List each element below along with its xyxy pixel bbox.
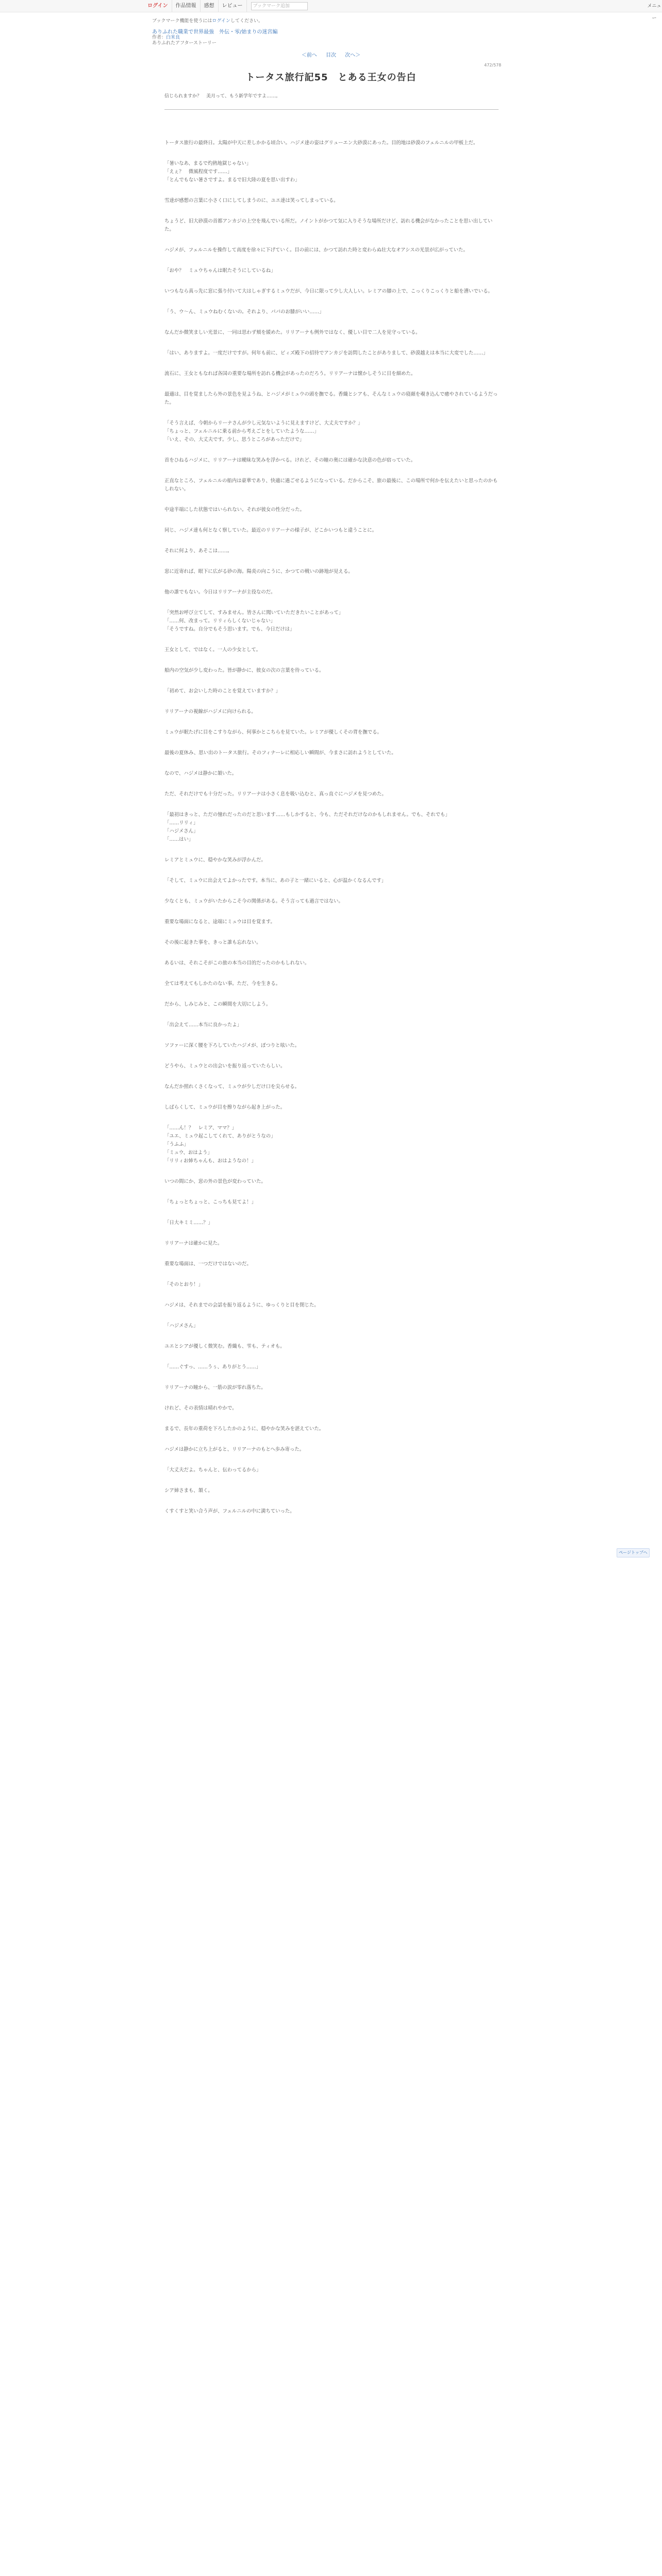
body-paragraph: 「そのとおり！」 <box>164 1282 204 1287</box>
chapter-pager <box>0 50 662 58</box>
nav-work-info[interactable]: 作品情報 <box>172 0 201 12</box>
chapter-preface: 信じられますか？ 美月って、もう新学年ですよ……。 <box>164 94 280 99</box>
body-paragraph: しばらくして、ミュウが目を擦りながら起き上がった。 <box>164 1105 286 1110</box>
body-paragraph: ユエとシアが優しく微笑む。香織も、雫も、ティオも。 <box>164 1344 285 1349</box>
body-paragraph: 船内の空気が少し変わった。皆が静かに、彼女の次の言葉を待っている。 <box>164 668 324 673</box>
body-paragraph: 「……ん！？ レミア、ママ？」 「ユエ、ミュウ起こしてくれて、ありがとうなの」 「うふふ」 「ミュウ、おはよう」 「リリィお姉ちゃんも、おはようなの！」 <box>164 1125 276 1164</box>
prev-chapter-link[interactable]: ＜前へ <box>301 53 317 58</box>
body-paragraph: 首をひねるハジメに、リリアーナは曖昧な笑みを浮かべる。けれど、その瞳の奥には確かな決意の色が宿っていた。 <box>164 457 416 463</box>
body-paragraph: 「暑いなあ、まるで灼熱地獄じゃない」 「えぇ？ 微風程度です……」 「とんでもない暑さですよ。まるで旧大陸の夏を思い出すわ」 <box>164 161 300 183</box>
body-paragraph: けれど、その表情は晴れやかで。 <box>164 1405 237 1411</box>
body-paragraph: まるで、長年の重荷を下ろしたかのように、穏やかな笑みを湛えていた。 <box>164 1426 324 1432</box>
body-paragraph: 「突然お呼び立てして、すみません。皆さんに聞いていただきたいことがあって」 「……何、改まって。リリィらしくないじゃない」 「そうですね。自分でもそう思います。でも、今日だけは」 <box>164 610 344 632</box>
body-paragraph: 中途半端にした状態ではいられない。それが彼女の性分だった。 <box>164 507 305 513</box>
body-paragraph: だから、しみじみと、この瞬間を大切にしよう。 <box>164 1002 271 1007</box>
body-paragraph: シア姉さまも、頷く。 <box>164 1488 213 1494</box>
body-paragraph: 最適は、目を覚ましたら外の景色を見ようね、とハジメがミュウの頭を撫でる。香織とシアも、そんなミュウの寝顔を覗き込んで癒やされているようだった。 <box>164 392 498 405</box>
body-paragraph: ハジメが、フェルニルを操作して高度を徐々に下げていく。目の前には、かつて訪れた時と変わらぬ壮大なオアシスの光景が広がっていた。 <box>164 247 468 253</box>
body-paragraph: なので、ハジメは静かに頷いた。 <box>164 771 237 776</box>
body-paragraph: それに何より、あそこは……。 <box>164 548 233 554</box>
top-nav-links <box>147 0 515 12</box>
body-paragraph: その後に起きた事を、きっと誰も忘れない。 <box>164 940 261 945</box>
menu-button[interactable]: メニュー <box>647 4 661 21</box>
login-link[interactable]: ログイン <box>147 0 172 12</box>
body-paragraph: 他の誰でもない。今日はリリアーナが主役なのだ。 <box>164 589 276 595</box>
body-paragraph: 雪達が感想の言葉に小さく口にしてしまうのに、ユエ達は笑ってしまっている。 <box>164 198 339 204</box>
nav-review[interactable]: レビュー <box>219 0 247 12</box>
body-paragraph: 「初めて、お会いした時のことを覚えていますか？」 <box>164 688 280 694</box>
body-paragraph: 「はい、ありますよ。一度だけですが。何年も前に、ビィズ殿下の招待でアンカジを訪問したことがありまして、砂漠越えは本当に大変でした……」 <box>164 350 488 356</box>
body-paragraph: 重要な場面になると、途端にミュウは目を覚ます。 <box>164 919 275 925</box>
top-navigation-bar <box>0 0 662 21</box>
body-paragraph: くすくすと笑い合う声が、フェルニルの中に満ちていった。 <box>164 1509 295 1514</box>
body-paragraph: 窓に近寄れば、眼下に広がる砂の海。陽炎の向こうに、かつての戦いの跡地が見える。 <box>164 569 353 574</box>
body-paragraph: ちょうど、旧大砂漠の首都アンカジの上空を飛んでいる所だ。ノイントがかつて気に入りそうな場所だけど、訪れる機会がなかったことを思い出していた。 <box>164 218 493 232</box>
login-notice: ブックマーク機能を使うにはログインしてください。 <box>152 19 263 24</box>
body-paragraph: 流石に、王女ともなれば各国の重要な場所を訪れる機会があったのだろう。リリアーナは懐かしそうに目を細めた。 <box>164 371 416 377</box>
body-paragraph: 「……ぐすっ、……うぅ、ありがとう……」 <box>164 1364 261 1370</box>
body-paragraph: 同じ、ハジメ達も何となく察していた。最近のリリアーナの様子が、どこかいつもと違うことに。 <box>164 528 377 533</box>
body-paragraph: レミアとミュウに、穏やかな笑みが浮かんだ。 <box>164 857 266 863</box>
body-paragraph: 「おや？ ミュウちゃんは眠たそうにしているね」 <box>164 268 276 274</box>
body-paragraph: 「日大キミミ……？」 <box>164 1220 213 1226</box>
body-paragraph: いつもなら真っ先に窓に張り付いて大はしゃぎするミュウだが、今日に限って少し大人しい。レミアの膝の上で、こっくりこっくりと船を漕いでいる。 <box>164 289 493 294</box>
series-author: 作者：白米良 <box>152 35 180 40</box>
body-paragraph: ソファーに深く腰を下ろしていたハジメが、ぽつりと呟いた。 <box>164 1043 300 1048</box>
body-paragraph: 「最初はきっと、ただの憧れだったのだと思います……もしかすると、今も、ただそれだけなのかもしれません。でも、それでも」 「……リリィ」 「ハジメさん」 「……はい」 <box>164 812 450 842</box>
body-paragraph: 「出会えて……本当に良かったよ」 <box>164 1022 242 1028</box>
notice-login-link[interactable]: ログイン <box>212 19 230 24</box>
body-paragraph: 最後の夏休み、思い出のトータス旅行。そのフィナーレに相応しい瞬間が、今まさに訪れようとしていた。 <box>164 750 396 756</box>
body-paragraph: トータス旅行の最終日。太陽が中天に差しかかる頃合い。ハジメ達の姿はグリューエン大砂漠にあった。目的地は砂漠のフェルニルの甲板上だ。 <box>164 140 478 146</box>
body-paragraph: どうやら、ミュウとの出会いを振り返っていたらしい。 <box>164 1063 286 1069</box>
body-paragraph: ただ、それだけでも十分だった。リリアーナは小さく息を吸い込むと、真っ直ぐにハジメを見つめた。 <box>164 791 387 797</box>
body-paragraph: 「ちょっとちょっと、こっちも見てよ！」 <box>164 1199 256 1205</box>
body-paragraph: 「そして、ミュウに出会えてよかったです。本当に、あの子と一緒にいると、心が温かくなるんです」 <box>164 878 387 884</box>
author-link[interactable]: 白米良 <box>166 35 180 40</box>
body-paragraph: リリアーナの瞳から、一筋の涙が零れ落ちた。 <box>164 1385 266 1391</box>
preface-divider <box>164 109 499 110</box>
body-paragraph: 重要な場面は、一つだけではないのだ。 <box>164 1261 252 1267</box>
body-paragraph: 全ては考えてもしかたのない事。ただ、今を生きる。 <box>164 981 281 987</box>
body-paragraph: 正直なところ、フェルニルの船内は豪華であり、快適に過ごせるようになっている。だからこそ、旅の最後に、この場所で何かを伝えたいと思ったのかもしれない。 <box>164 478 498 492</box>
body-paragraph: 「う、ウ～ん、ミュウねむくないの。それより、パパのお膝がいい……」 <box>164 309 324 315</box>
body-paragraph: リリアーナの視線がハジメに向けられる。 <box>164 709 256 715</box>
series-title-link[interactable]: ありふれた職業で世界最強 外伝・零/始まりの迷宮編 <box>152 29 278 35</box>
body-paragraph: ハジメは、それまでの会話を振り返るように、ゆっくりと目を閉じた。 <box>164 1302 319 1308</box>
body-paragraph: ハジメは静かに立ち上がると、リリアーナのもとへ歩み寄った。 <box>164 1447 304 1452</box>
chapter-number: 472/578 <box>484 63 502 67</box>
body-paragraph: 「大丈夫だよ。ちゃんと、伝わってるから」 <box>164 1467 261 1473</box>
body-paragraph: いつの間にか、窓の外の景色が変わっていた。 <box>164 1179 266 1184</box>
body-paragraph: 王女として、ではなく。一人の少女として。 <box>164 647 261 653</box>
body-paragraph: ミュウが眠たげに目をこすりながら、何事かとこちらを見ていた。レミアが優しくその背を撫でる。 <box>164 730 382 735</box>
bookmark-add-button[interactable]: ブックマーク追加 <box>251 2 308 10</box>
body-paragraph: なんだか微笑ましい光景に、一同は思わず頬を緩めた。リリアーナも例外ではなく、優しい目で二人を見守っている。 <box>164 330 421 335</box>
nav-impressions[interactable]: 感想 <box>201 0 219 12</box>
next-chapter-link[interactable]: 次へ＞ <box>345 53 361 58</box>
body-paragraph: リリアーナは確かに見た。 <box>164 1241 223 1246</box>
chapter-body <box>164 139 499 1528</box>
chapter-title: トータス旅行記55 とある王女の告白 <box>245 72 417 83</box>
body-paragraph: 「ハジメさん」 <box>164 1323 198 1329</box>
toc-link[interactable]: 目次 <box>326 53 336 58</box>
body-paragraph: 少なくとも、ミュウがいたからこそ今の関係がある。そう言っても過言ではない。 <box>164 899 343 904</box>
body-paragraph: あるいは、それこそがこの旅の本当の目的だったのかもしれない。 <box>164 960 310 966</box>
body-paragraph: 「そう言えば、今朝からリーナさんが少し元気ないように見えますけど、大丈夫ですか？」 「ちょっと、フェルニルに乗る前から考えごとをしていたような……」 「いえ、その、大丈夫です。少し、思うところがあっただけで」 <box>164 420 363 443</box>
body-paragraph: なんだか照れくさくなって、ミュウが少しだけ口を尖らせる。 <box>164 1084 300 1090</box>
page-top-button[interactable]: ページトップへ <box>617 1548 650 1557</box>
novel-title: ありふれたアフターストーリー <box>152 41 217 46</box>
